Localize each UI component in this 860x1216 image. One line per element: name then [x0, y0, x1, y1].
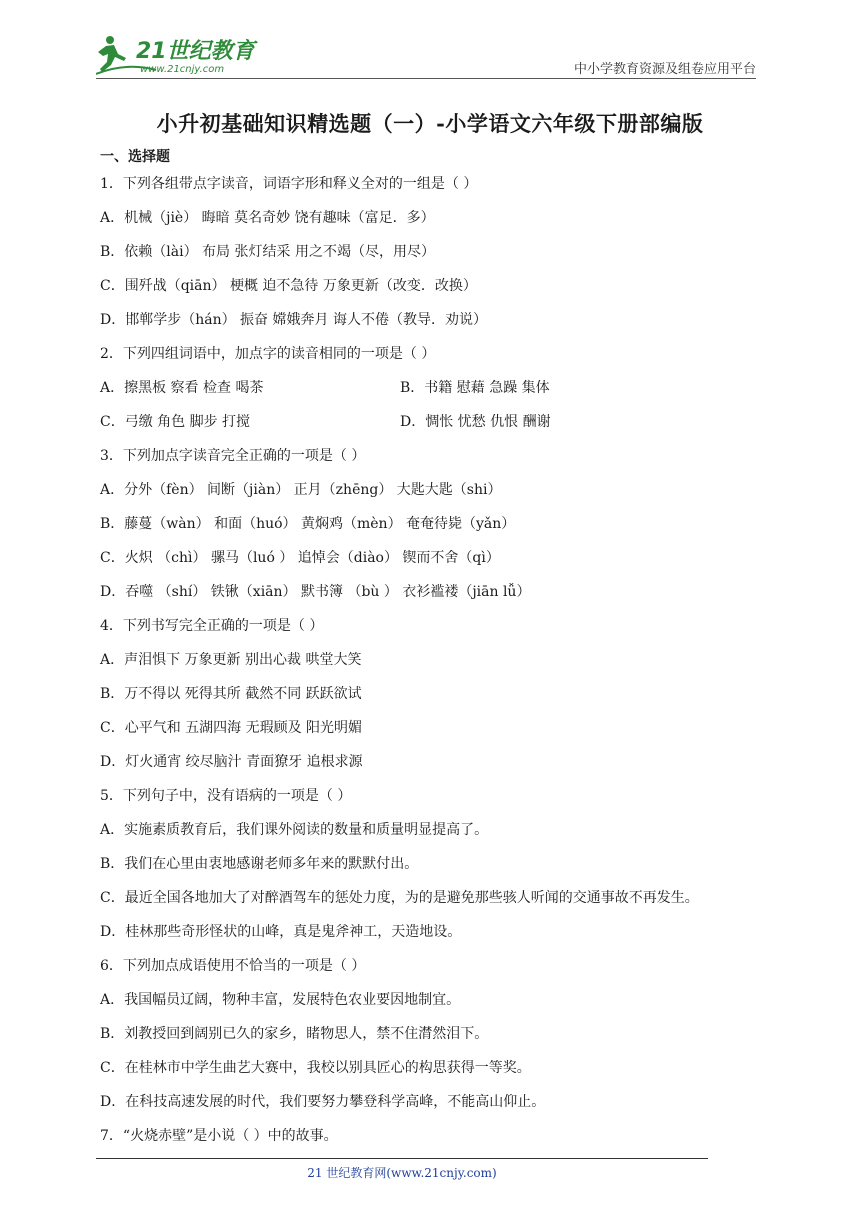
page-header	[96, 30, 756, 80]
option-1c: C．围歼战（qiān） 梗概 迫不急待 万象更新（改变．改换）	[100, 278, 477, 294]
option-2c: C．弓缴 角色 脚步 打搅	[100, 414, 251, 430]
page-footer: 21 世纪教育网(www.21cnjy.com)	[307, 1166, 497, 1180]
option-6d: D．在科技高速发展的时代，我们要努力攀登科学高峰，不能高山仰止。	[100, 1094, 546, 1110]
option-5b: B．我们在心里由衷地感谢老师多年来的默默付出。	[100, 856, 419, 872]
question-7: 7．“火烧赤壁”是小说（ ）中的故事。	[100, 1128, 338, 1144]
option-4c: C．心平气和 五湖四海 无瑕顾及 阳光明媚	[100, 720, 363, 736]
option-5a: A．实施素质教育后，我们课外阅读的数量和质量明显提高了。	[100, 822, 489, 838]
option-6b: B．刘教授回到阔别已久的家乡，睹物思人，禁不住潸然泪下。	[100, 1026, 489, 1042]
question-3: 3．下列加点字读音完全正确的一项是（ ）	[100, 448, 366, 464]
logo-main-text: 21世纪教育	[136, 39, 255, 64]
option-3a: A．分外（fèn） 间断（jiàn） 正月（zhēng） 大匙大匙（shi）	[100, 482, 502, 498]
logo	[96, 32, 266, 76]
option-5d: D．桂林那些奇形怪状的山峰，真是鬼斧神工，天造地设。	[100, 924, 462, 940]
option-6c: C．在桂林市中学生曲艺大赛中，我校以别具匠心的构思获得一等奖。	[100, 1060, 531, 1076]
question-2: 2．下列四组词语中，加点字的读音相同的一项是（ ）	[100, 346, 436, 362]
question-5: 5．下列句子中，没有语病的一项是（ ）	[100, 788, 352, 804]
option-3c: C．火炽 （chì） 骡马（luó ） 追悼会（diào） 锲而不舍（qì）	[100, 550, 500, 566]
option-2d: D．惆怅 忧愁 仇恨 酬谢	[400, 414, 551, 430]
page-title: 小升初基础知识精选题（一）-小学语文六年级下册部编版	[156, 111, 704, 136]
question-6: 6．下列加点成语使用不恰当的一项是（ ）	[100, 958, 366, 974]
option-1a: A．机械（jiè） 晦暗 莫名奇妙 饶有趣味（富足．多）	[100, 210, 435, 226]
logo-url-text: www.21cnjy.com	[140, 64, 225, 75]
question-4: 4．下列书写完全正确的一项是（ ）	[100, 618, 324, 634]
option-4d: D．灯火通宵 绞尽脑汁 青面獠牙 追根求源	[100, 754, 363, 770]
platform-name: 中小学教育资源及组卷应用平台	[573, 62, 756, 77]
option-4b: B．万不得以 死得其所 截然不同 跃跃欲试	[100, 686, 362, 702]
option-3b: B．藤蔓（wàn） 和面（huó） 黄焖鸡（mèn） 奄奄待毙（yǎn）	[100, 516, 516, 532]
option-1b: B．依赖（lài） 布局 张灯结采 用之不竭（尽，用尽）	[100, 244, 435, 260]
option-6a: A．我国幅员辽阔，物种丰富，发展特色农业要因地制宜。	[100, 992, 461, 1008]
option-2a: A．擦黑板 察看 检查 喝茶	[100, 380, 264, 396]
option-2b: B．书籍 慰藉 急躁 集体	[400, 380, 550, 396]
section-heading: 一、选择题	[100, 149, 170, 165]
option-3d: D．吞噬 （shí） 铁锹（xiān） 默书簿 （bù ） 衣衫褴褛（jiān lǚ）	[100, 584, 531, 600]
option-1d: D．邯郸学步（hán） 振奋 嫦娥奔月 诲人不倦（教导．劝说）	[100, 312, 487, 328]
header-divider	[96, 78, 756, 79]
question-1: 1．下列各组带点字读音，词语字形和释义全对的一组是（ ）	[100, 176, 478, 192]
option-4a: A．声泪惧下 万象更新 别出心裁 哄堂大笑	[100, 652, 362, 668]
option-5c: C．最近全国各地加大了对醉酒驾车的惩处力度，为的是避免那些骇人听闻的交通事故不再发生。	[100, 890, 699, 906]
footer-divider	[96, 1158, 708, 1159]
